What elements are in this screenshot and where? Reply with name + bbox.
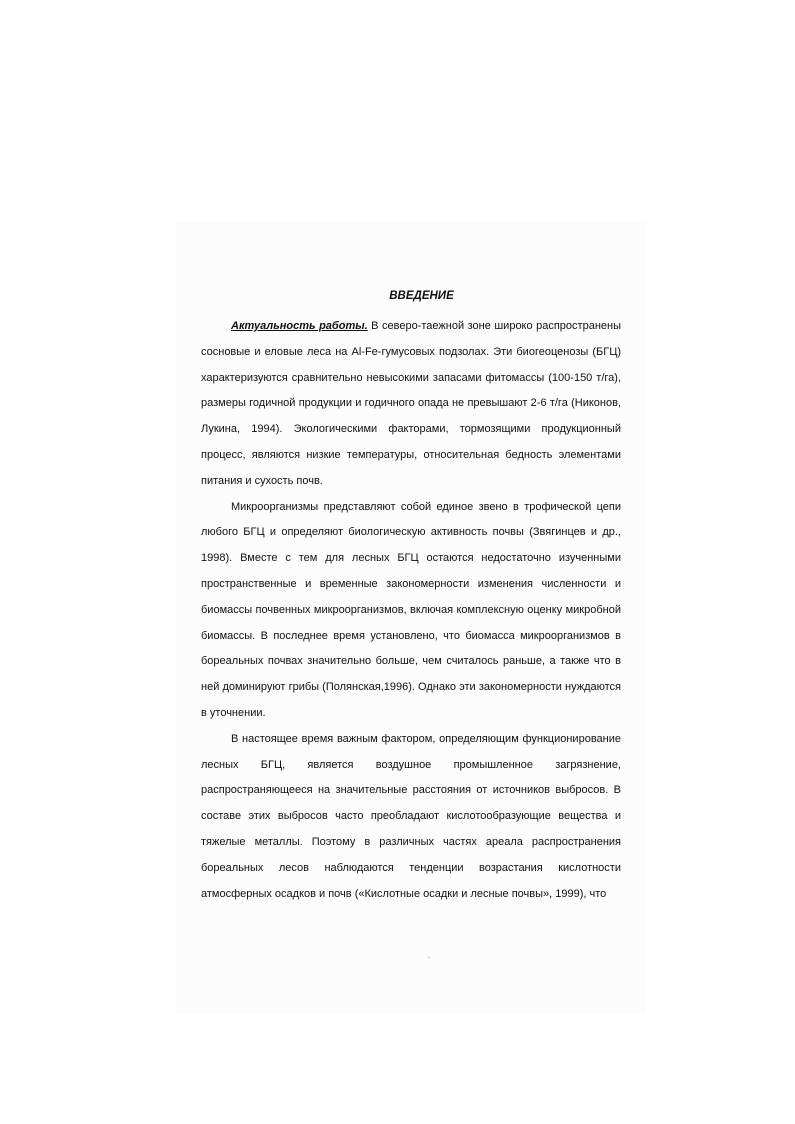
relevance-lead: Актуальность работы. (231, 320, 368, 332)
paragraph-relevance (201, 314, 621, 495)
document-body (201, 314, 621, 907)
paragraph-microorganisms: Микроорганизмы представляют собой единое звено в трофической цепи любого БГЦ и определяют биологическую активность почвы (Звягинцев и др., 1998). Вместе с тем для лесных БГЦ остаются недостаточно изученными пространственные и временные закономерности изменения численности и биомассы почвенных микроорганизмов, включая комплексную оценку микробной биомассы. В последнее время установлено, что биомасса микроорганизмов в бореальных почвах значительно больше, чем считалось раньше, а также что в ней доминируют грибы (Полянская,1996). Однако эти закономерности нуждаются в уточнении. (201, 500, 621, 719)
scan-speck (428, 957, 430, 958)
page-heading: ВВЕДЕНИЕ (389, 290, 454, 302)
paragraph-pollution: В настоящее время важным фактором, определяющим функционирование лесных БГЦ, является воздушное промышленное загрязнение, распространяющееся на значительные расстояния от источников выбросов. В составе этих выбросов часто преобладают кислотообразующие вещества и тяжелые металлы. Поэтому в различных частях ареала распространения бореальных лесов наблюдаются тенденции возрастания кислотности атмосферных осадков и почв («Кислотные осадки и лесные почвы», 1999), что (201, 732, 621, 900)
paragraph-text: В северо-таежной зоне широко распространены сосновые и еловые леса на Al-Fe-гумусовых подзолах. Эти биогеоценозы (БГЦ) характеризуются сравнительно невысокими запасами фитомассы (100-150 т/га), размеры годичной продукции и годичного опада не превышают 2-6 т/га (Никонов, Лукина, 1994). Экологическими факторами, тормозящими продукционный процесс, являются низкие температуры, относительная бедность элементами питания и сухость почв. (201, 320, 621, 487)
